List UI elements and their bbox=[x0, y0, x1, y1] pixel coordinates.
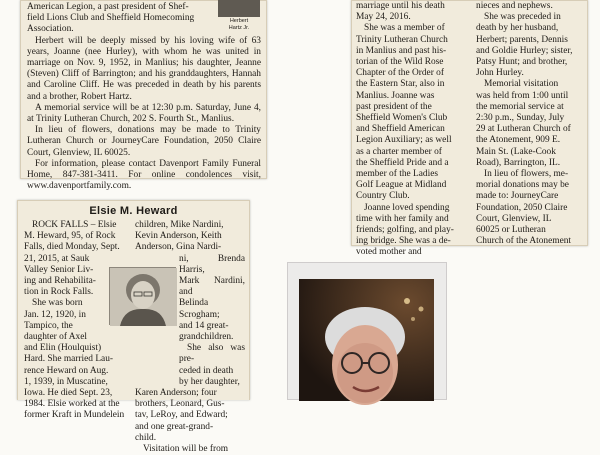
framed-portrait-photo bbox=[287, 262, 447, 400]
obituary-headline: Elsie M. Heward bbox=[89, 205, 178, 217]
obituary-paragraph: In lieu of flowers, donations may be made to Trinity Lutheran Church or JourneyCare Foundation, 2050 Claire Court, Glenview, IL 60025. bbox=[27, 125, 261, 158]
obituary-paragraph: A memorial service will be at 12:30 p.m. Saturday, June 4, at Trinity Lutheran Church, 202 S. Fourth St., Manlius. bbox=[27, 102, 261, 125]
obituary-column-1: marriage until his death May 24, 2016. She was a member of Trinity Lutheran Church in Manlius and past his- torian of the Wild Rose Chapter of the Order of the Eastern Star, also in Manlius. Joanne was past president of the Sheffield Women's Club and Sheffield American Legion Auxiliary; as well as a charter member of the Sheffield Pride and a member of the Ladies Golf League at Midland Country Club. Joanne loved spending time with her family and friends; golfing, and play- ing bridge. She was a de- voted mother and bbox=[356, 1, 454, 258]
obituary-clipping-elsie-heward bbox=[17, 200, 250, 455]
photo-caption: Herbert Hartz Jr. bbox=[228, 18, 250, 31]
obituary-text-top: American Legion, a past president of Shef- field Lions Club and Sheffield Homecoming Association. bbox=[27, 2, 195, 35]
obituary-photo bbox=[218, 0, 260, 17]
obituary-paragraph: For information, please contact Davenport Family Funeral Home, 847-381-3411. For online condolences visit, www.davenportfamily.com. bbox=[27, 158, 261, 192]
portrait-image bbox=[299, 279, 434, 401]
obituary-column-2: children, Mike Nardini, Kevin Anderson, Keith Anderson, Gina Nardi- ni, Brenda Harris, Mark Nardini, and Belinda Scrogham; and 14 great- grandchildren. She also was pre- ceded in death by her daughter, Karen Anderson; four brothers, Leonard, Gus- tav, LeRoy, and Edward; and one great-grand- child. Visitation will be from bbox=[135, 220, 245, 455]
obituary-clipping-joanne-hartz bbox=[351, 0, 588, 258]
obituary-paragraph: Herbert will be deeply missed by his loving wife of 63 years, Joanne (nee Hurley), with whom he was united in marriage on Nov. 9, 1952, in Manlius; his daughter, Jeanne (Steven) Cliff of Barrington; and his granddaughters, Hannah and Caroline Cliff. He was preceded in death by his parents and a brother, Robert Hartz. bbox=[27, 35, 261, 102]
obituary-column-1: ROCK FALLS – Elsie M. Heward, 95, of Rock Falls, died Monday, Sept. 21, 2015, at Sauk Valley Senior Liv- ing and Rehabilita- tion in Rock Falls. She was born Jan. 12, 1920, in Tampico, the daughter of Axel and Elin (Houlquist) Hard. She married Lau- rence Heward on Aug. 1, 1939, in Muscatine, Iowa. He died Sept. 23, 1984. Elsie worked at the former Kraft in Mundelein bbox=[24, 220, 125, 421]
obituary-clipping-herbert-hartz bbox=[20, 0, 267, 192]
obituary-column-2: nieces and nephews. She was preceded in death by her husband, Herbert; parents, Dennis and Goldie Hurley; sister, Patsy Hunt; and brother, John Hurley. Memorial visitation was held from 1:00 until the memorial service at 2:30 p.m., Sunday, July 29 at Lutheran Church of the Atonement, 909 E. Main St. (Lake-Cook Road), Barrington, IL. In lieu of flowers, me- morial donations may be made to: JourneyCare Foundation, 2050 Claire Court, Glenview, IL 60025 or Lutheran Church of the Atonement bbox=[476, 1, 573, 247]
